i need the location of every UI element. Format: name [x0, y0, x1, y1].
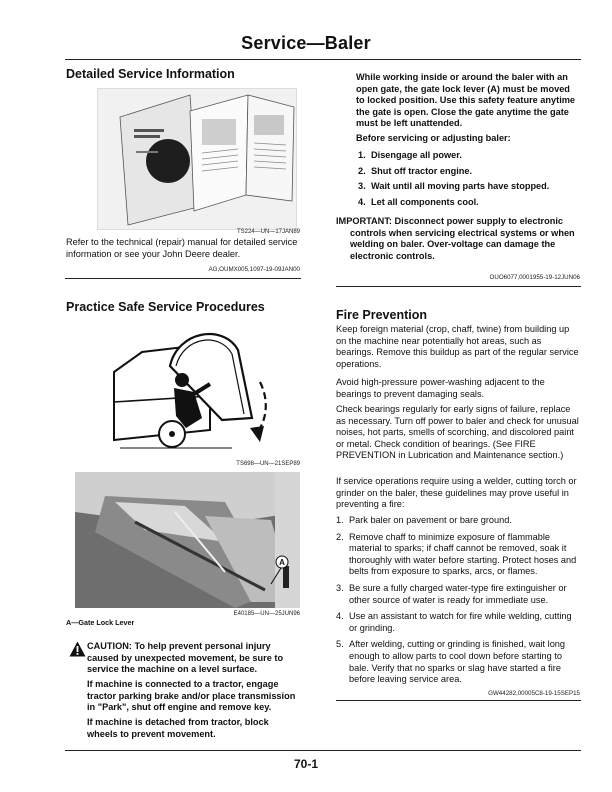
fire-list-item: 2. Remove chaff to minimize exposure of flammable material to sparks; if chaff cannot be removed, soak it thoroughly with water before starting. Protect hoses and belts from exposure to sparks, arcs, or flames.: [336, 531, 577, 577]
footer-rule: [65, 750, 581, 751]
page-number: 70-1: [293, 757, 319, 771]
figure-legend: A—Gate Lock Lever: [66, 618, 135, 627]
before-servicing-steps: [358, 150, 580, 212]
step-item: 2. Shut off tractor engine.: [358, 165, 473, 176]
fire-para-4: If service operations require using a welder, cutting torch or grinder on the baler, these guidelines may prove useful in preventing a fire:: [336, 476, 577, 510]
safe-service-heading: Practice Safe Service Procedures: [66, 300, 265, 314]
detailed-service-heading: Detailed Service Information: [66, 67, 235, 81]
figure-caption-ts698: TS698—UN—21SEP89: [236, 461, 300, 467]
gate-lock-intro: While working inside or around the baler with an open gate, the gate lock lever (A) must be moved to locked position. Use this safety feature anytime the gate is open. Close the gate anytime the gate must be left unattended.: [356, 72, 576, 129]
fire-prevention-heading: Fire Prevention: [336, 308, 427, 322]
fire-para-3: Check bearings regularly for early signs of failure, replace as necessary. Turn off power to baler and check for unusual noises, hot parts, smells of scorching, and discolored paint or metal. Check condition of bearings. (See FIRE PREVENTION in Lubrication and Maintenance section.): [336, 404, 579, 461]
caution-text: CAUTION: To help prevent personal injury caused by unexpected movement, be sure to service the machine on a level surface.: [87, 641, 284, 675]
safe-service-illustration: [112, 322, 298, 460]
gate-section-ref: OUO6077,0001955-19-12JUN06: [489, 274, 580, 281]
tractor-connected-text: If machine is connected to a tractor, engage tractor parking brake and/or place transmission in "Park", shut off engine and remove key.: [87, 679, 296, 713]
fire-list-item: 1. Park baler on pavement or bare ground.: [336, 515, 512, 525]
callout-a-label: A: [279, 558, 285, 567]
detailed-service-body: Refer to the technical (repair) manual for detailed service information or see your John Deere dealer.: [66, 237, 298, 259]
title-rule: [65, 59, 581, 60]
fire-guidelines-list: [336, 515, 581, 691]
before-servicing-text: Before servicing or adjusting baler:: [356, 133, 511, 143]
left-section-rule: [65, 278, 301, 279]
tractor-detached-text: If machine is detached from tractor, block wheels to prevent movement.: [87, 717, 269, 739]
manual-photo: [97, 88, 297, 230]
page-title: Service—Baler: [241, 33, 371, 53]
gate-lock-photo: [75, 472, 300, 608]
figure-caption-ts224: TS224—UN—17JAN89: [236, 229, 300, 235]
figure-caption-e40185: E40185—UN—25JUN96: [233, 611, 300, 617]
fire-para-1: Keep foreign material (crop, chaff, twine) from building up on the machine near potentially hot areas, such as bearings. Remove this buildup as part of the regular service operations.: [336, 324, 579, 369]
important-notice: IMPORTANT: Disconnect power supply to electronic controls when servicing electrical systems or when welding on baler. Over-voltage can damage the electronic controls.: [336, 216, 575, 261]
fire-section-rule: [336, 700, 581, 701]
fire-para-2: Avoid high-pressure power-washing adjacent to the bearings to prevent damaging seals.: [336, 377, 545, 399]
step-item: 3. Wait until all moving parts have stopped.: [358, 181, 550, 192]
detailed-service-ref: AG,OUMX005,1097-19-09JAN00: [208, 266, 300, 273]
warning-triangle-icon: [69, 641, 86, 657]
fire-list-item: 3. Be sure a fully charged water-type fire extinguisher or other source of water is ready for immediate use.: [336, 582, 567, 605]
step-item: 4. Let all components cool.: [358, 196, 479, 207]
right-section-rule: [336, 286, 581, 287]
step-item: 1. Disengage all power.: [358, 150, 462, 160]
fire-list-item: 4. Use an assistant to watch for fire while welding, cutting or grinding.: [336, 611, 572, 633]
fire-section-ref: GW44282,00005C8-19-15SEP15: [488, 690, 580, 697]
fire-list-item: 5. After welding, cutting or grinding is finished, wait long enough to allow parts to cool down before starting to bale. Verify that no sparks or slag have started a fire before leaving service area.: [336, 639, 566, 685]
